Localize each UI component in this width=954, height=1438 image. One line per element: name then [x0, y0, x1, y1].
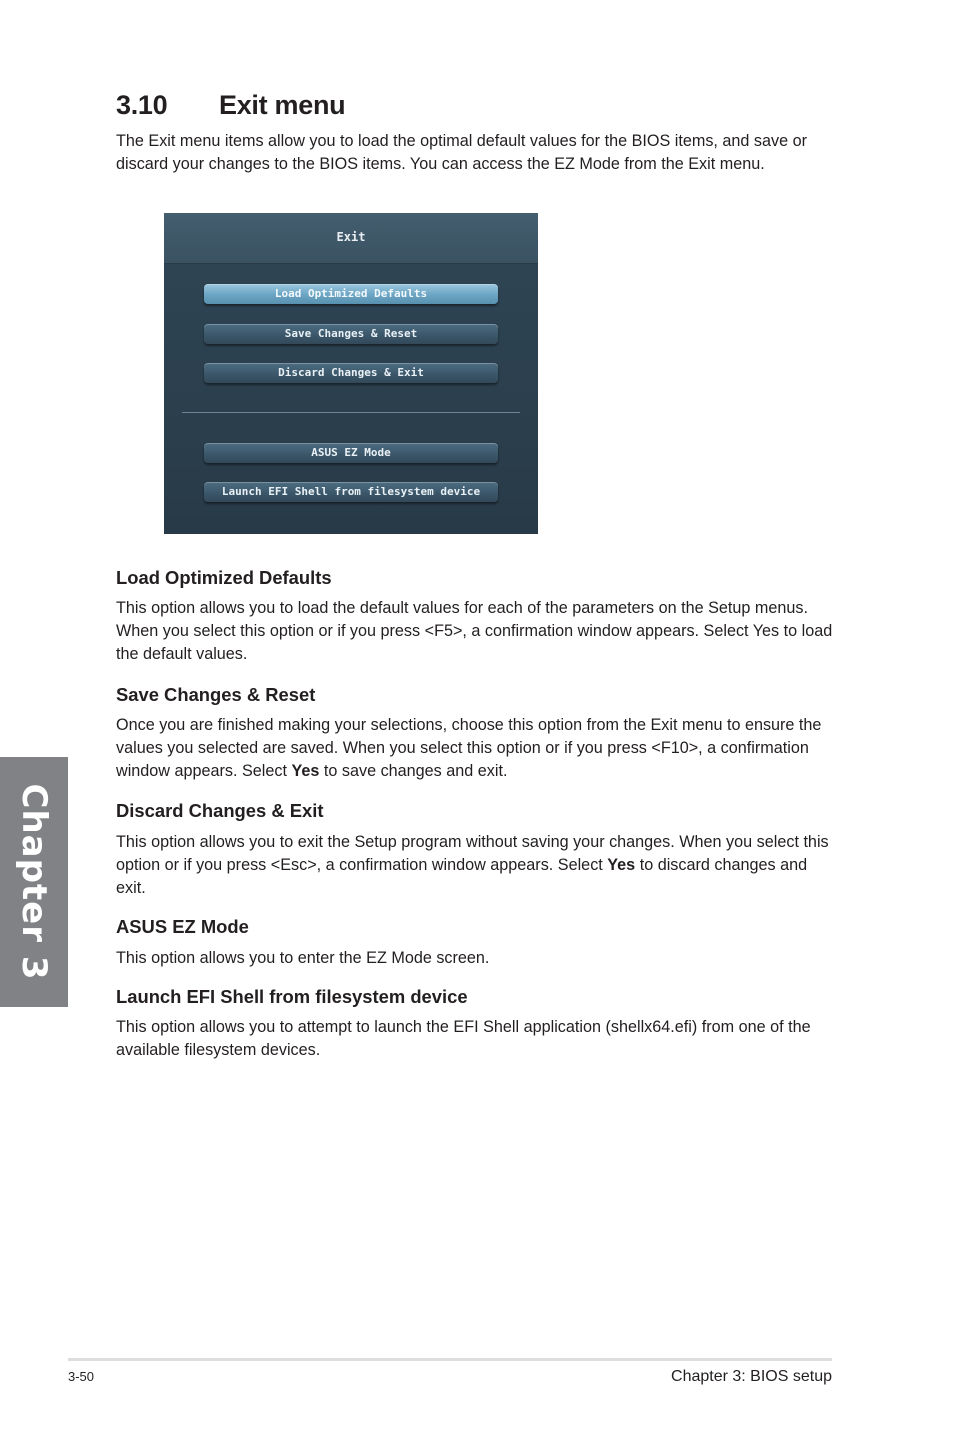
launch-efi-shell-button[interactable]: Launch EFI Shell from filesystem device [204, 482, 498, 502]
save-changes-reset-button[interactable]: Save Changes & Reset [204, 324, 498, 344]
asus-ez-mode-button[interactable]: ASUS EZ Mode [204, 443, 498, 463]
chapter-side-tab [0, 757, 68, 1007]
chapter-side-tab-label: Chapter 3 [14, 783, 54, 981]
save-changes-reset-text [116, 714, 836, 784]
bold-yes: Yes [291, 762, 320, 781]
discard-changes-exit-button[interactable]: Discard Changes & Exit [204, 363, 498, 383]
section-title [116, 90, 345, 121]
bios-divider [182, 412, 520, 413]
bold-yes: Yes [607, 856, 636, 875]
load-optimized-defaults-text: This option allows you to load the default values for each of the parameters on the Setup menus. When you select this option or if you press <F5>, a confirmation window appears. Select Yes to load the default values. [116, 599, 833, 664]
asus-ez-mode-heading: ASUS EZ Mode [116, 916, 249, 937]
section-number: 3.10 [116, 90, 168, 120]
asus-ez-mode-text: This option allows you to enter the EZ Mode screen. [116, 949, 490, 967]
launch-efi-shell-text: This option allows you to attempt to launch the EFI Shell application (shellx64.efi) from one of the available filesystem devices. [116, 1018, 811, 1060]
intro-paragraph: The Exit menu items allow you to load the optimal default values for the BIOS items, and save or discard your changes to the BIOS items. You can access the EZ Mode from the Exit menu. [116, 132, 808, 174]
launch-efi-shell-heading: Launch EFI Shell from filesystem device [116, 986, 468, 1007]
load-optimized-defaults-heading: Load Optimized Defaults [116, 567, 332, 588]
text-span: Once you are finished making your selections, choose this option from the Exit menu to ensure the values you selected are saved. When you select this option or if you press <F10>, a confirmation window appears. Select [116, 716, 822, 781]
footer-rule [68, 1358, 832, 1361]
text-span: to discard changes and exit. [116, 856, 808, 898]
text-span: This option allows you to exit the Setup program without saving your changes. When you select this option or if you press <Esc>, a confirmation window appears. Select [116, 833, 829, 875]
footer-chapter: Chapter 3: BIOS setup [671, 1368, 832, 1385]
save-changes-reset-heading: Save Changes & Reset [116, 684, 316, 705]
page-number: 3-50 [68, 1369, 95, 1384]
bios-header [164, 213, 538, 264]
discard-changes-exit-heading: Discard Changes & Exit [116, 800, 324, 821]
bios-title: Exit [336, 230, 366, 244]
load-optimized-defaults-button[interactable]: Load Optimized Defaults [204, 284, 498, 304]
bios-exit-screenshot [164, 213, 538, 534]
discard-changes-exit-text [116, 831, 836, 901]
section-heading: Exit menu [219, 90, 346, 120]
text-span: to save changes and exit. [319, 762, 508, 781]
